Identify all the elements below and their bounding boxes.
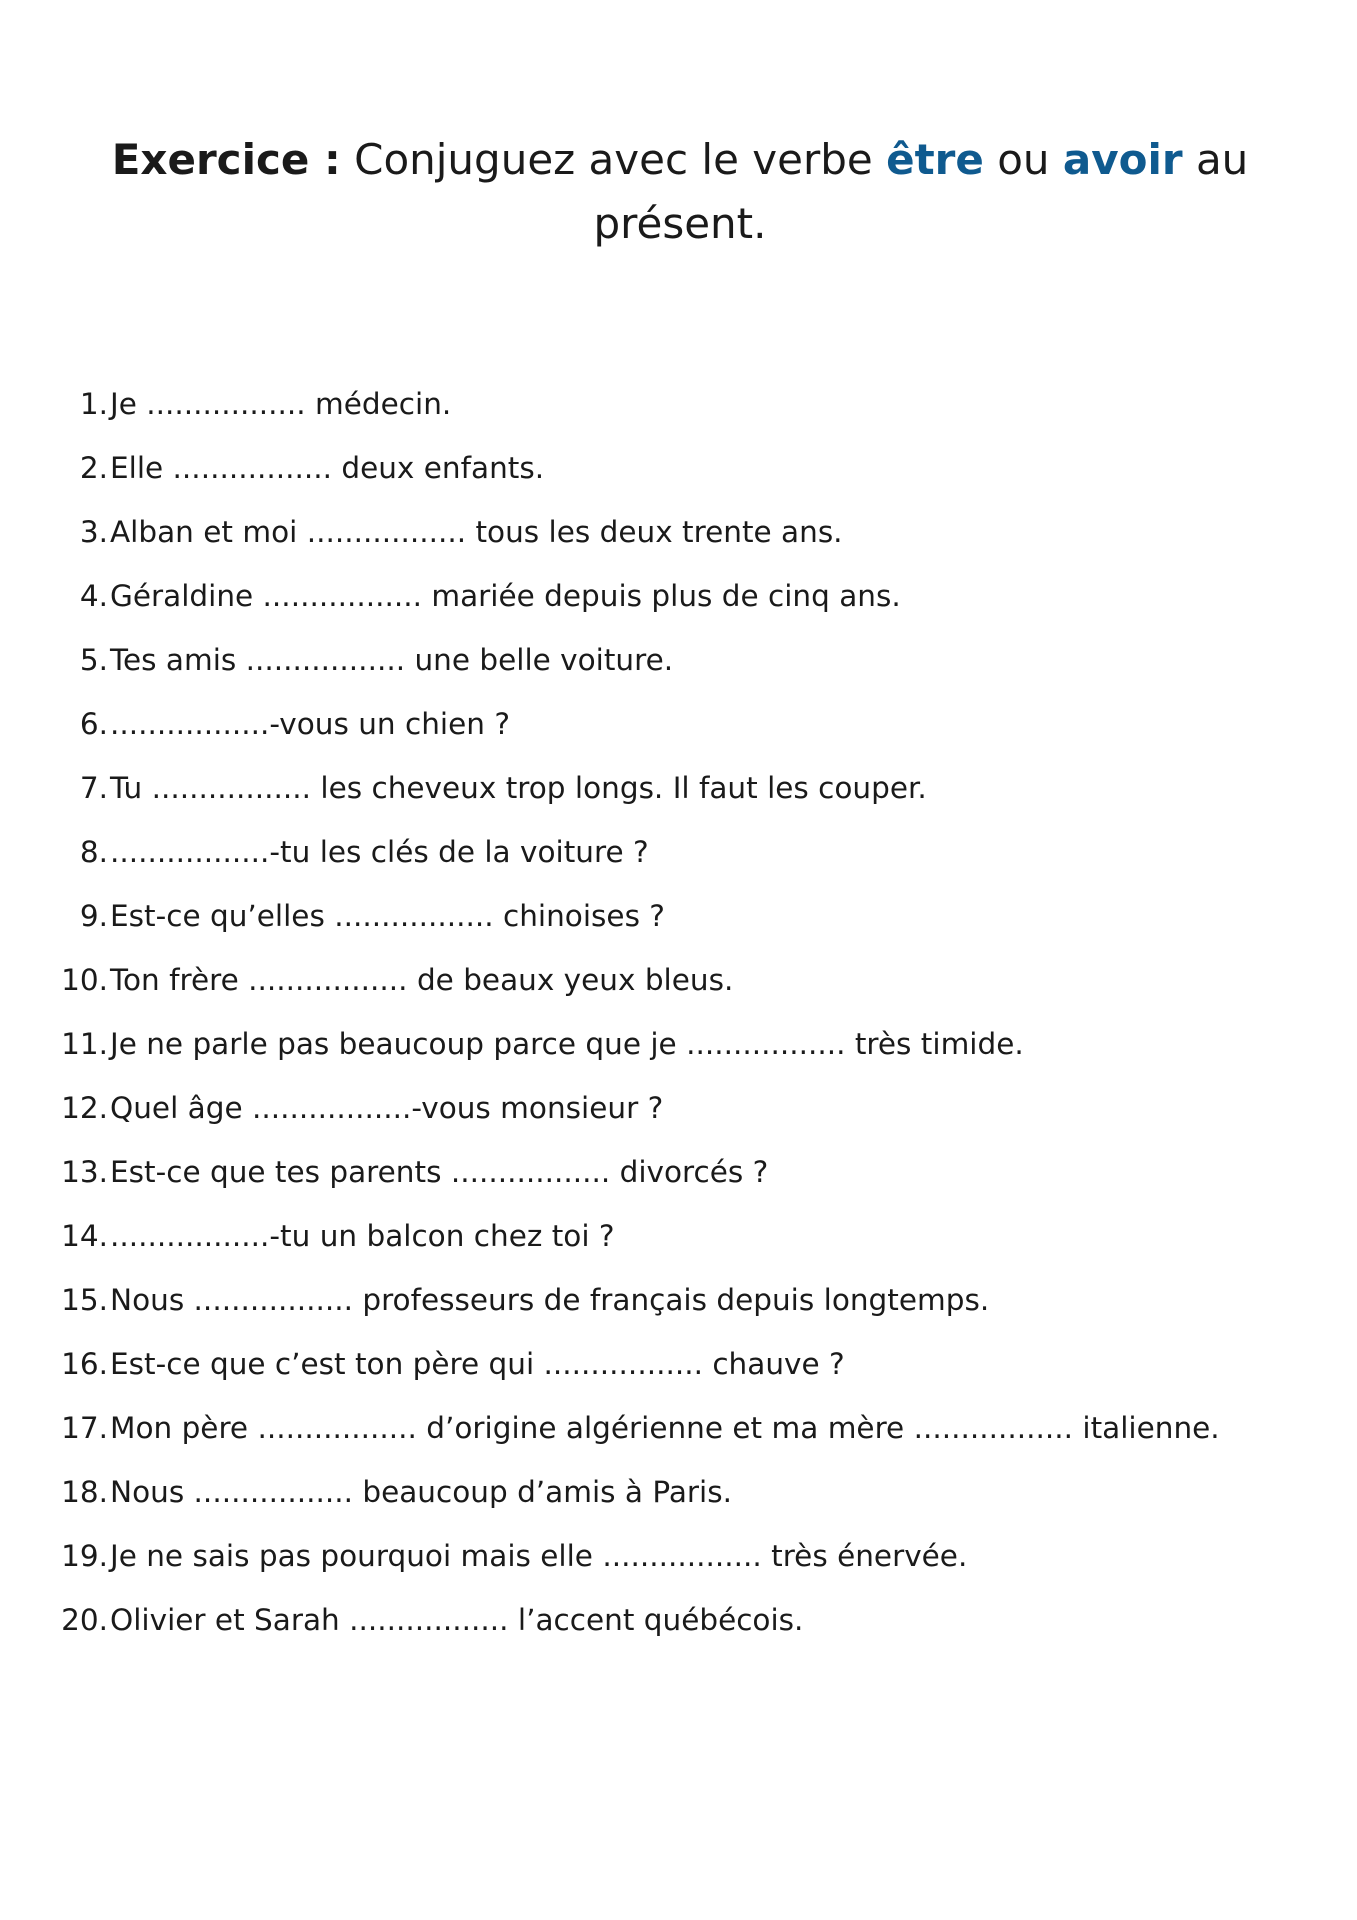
item-number: 14. bbox=[61, 1219, 108, 1253]
item-number: 4. bbox=[79, 579, 108, 613]
item-sentence: Je ne parle pas beaucoup parce que je ................. très timide. bbox=[110, 1027, 1024, 1061]
list-item bbox=[0, 1268, 1357, 1332]
item-sentence: .................-vous un chien ? bbox=[110, 707, 510, 741]
item-number: 15. bbox=[61, 1283, 108, 1317]
item-number: 3. bbox=[79, 515, 108, 549]
item-number: 11. bbox=[61, 1027, 108, 1061]
list-item bbox=[0, 1588, 1357, 1652]
item-sentence: Nous ................. beaucoup d’amis à Paris. bbox=[110, 1475, 732, 1509]
verb-etre: être bbox=[886, 135, 984, 184]
list-item bbox=[0, 1012, 1357, 1076]
list-item bbox=[0, 372, 1357, 436]
item-number: 7. bbox=[79, 771, 108, 805]
verb-avoir: avoir bbox=[1062, 135, 1183, 184]
item-number: 16. bbox=[61, 1347, 108, 1381]
list-item bbox=[0, 948, 1357, 1012]
page-title bbox=[110, 128, 1250, 256]
item-sentence: Ton frère ................. de beaux yeux bleus. bbox=[110, 963, 734, 997]
item-sentence: Quel âge .................-vous monsieur ? bbox=[110, 1091, 664, 1125]
list-item bbox=[0, 1076, 1357, 1140]
item-number: 12. bbox=[61, 1091, 108, 1125]
list-item bbox=[0, 1396, 1357, 1460]
item-sentence: Tu ................. les cheveux trop longs. Il faut les couper. bbox=[110, 771, 927, 805]
list-item bbox=[0, 756, 1357, 820]
item-number: 13. bbox=[61, 1155, 108, 1189]
item-number: 10. bbox=[61, 963, 108, 997]
item-number: 9. bbox=[79, 899, 108, 933]
list-item bbox=[0, 1332, 1357, 1396]
list-item bbox=[0, 564, 1357, 628]
item-number: 18. bbox=[61, 1475, 108, 1509]
item-sentence: Olivier et Sarah ................. l’accent québécois. bbox=[110, 1603, 804, 1637]
item-sentence: Géraldine ................. mariée depuis plus de cinq ans. bbox=[110, 579, 901, 613]
list-item bbox=[0, 1204, 1357, 1268]
list-item bbox=[0, 1524, 1357, 1588]
item-number: 6. bbox=[79, 707, 108, 741]
list-item bbox=[0, 820, 1357, 884]
exercise-list bbox=[0, 372, 1357, 1652]
list-item bbox=[0, 500, 1357, 564]
item-number: 5. bbox=[79, 643, 108, 677]
item-sentence: Est-ce que c’est ton père qui ................. chauve ? bbox=[110, 1347, 845, 1381]
item-sentence: Est-ce que tes parents ................. divorcés ? bbox=[110, 1155, 769, 1189]
title-instruction-part2: ou bbox=[983, 135, 1063, 184]
list-item bbox=[0, 628, 1357, 692]
list-item bbox=[0, 692, 1357, 756]
item-number: 19. bbox=[61, 1539, 108, 1573]
item-number: 20. bbox=[61, 1603, 108, 1637]
item-sentence: Elle ................. deux enfants. bbox=[110, 451, 545, 485]
item-sentence: Je ne sais pas pourquoi mais elle ................. très énervée. bbox=[110, 1539, 968, 1573]
item-sentence: Alban et moi ................. tous les deux trente ans. bbox=[110, 515, 843, 549]
title-instruction-part1: Conjuguez avec le verbe bbox=[340, 135, 887, 184]
item-sentence: Mon père ................. d’origine algérienne et ma mère ................. italienne. bbox=[110, 1411, 1220, 1445]
item-sentence: .................-tu un balcon chez toi ? bbox=[110, 1219, 615, 1253]
item-number: 17. bbox=[61, 1411, 108, 1445]
item-sentence: .................-tu les clés de la voiture ? bbox=[110, 835, 649, 869]
item-sentence: Est-ce qu’elles ................. chinoises ? bbox=[110, 899, 665, 933]
item-sentence: Je ................. médecin. bbox=[110, 387, 452, 421]
item-sentence: Tes amis ................. une belle voiture. bbox=[110, 643, 674, 677]
title-instruction-part3: au présent. bbox=[593, 135, 1249, 248]
list-item bbox=[0, 1140, 1357, 1204]
item-sentence: Nous ................. professeurs de français depuis longtemps. bbox=[110, 1283, 990, 1317]
list-item bbox=[0, 436, 1357, 500]
title-label: Exercice : bbox=[111, 135, 341, 184]
item-number: 2. bbox=[79, 451, 108, 485]
item-number: 1. bbox=[79, 387, 108, 421]
list-item bbox=[0, 884, 1357, 948]
list-item bbox=[0, 1460, 1357, 1524]
item-number: 8. bbox=[79, 835, 108, 869]
